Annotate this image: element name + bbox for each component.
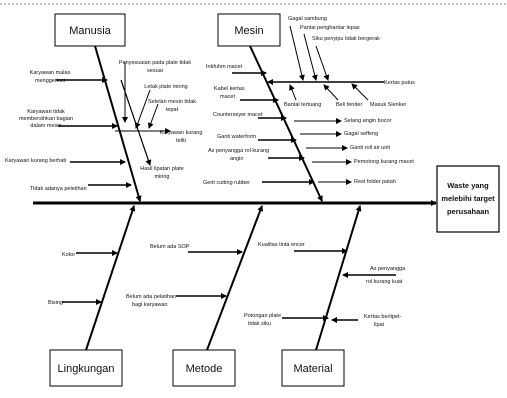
cause-label: Gerit cutting rubber xyxy=(203,180,251,186)
cause-label: lipat xyxy=(374,322,385,328)
cause-label: rol kurang kuat xyxy=(366,279,403,285)
effect-text-1: Waste yang xyxy=(447,181,489,190)
cause-label: Kertas berlipet- xyxy=(364,314,402,320)
cause-label: Gagal sambung xyxy=(288,16,327,22)
effect-text-2: melebihi target xyxy=(441,194,495,203)
cause-label: angin xyxy=(230,156,244,162)
cause-label: sesuai xyxy=(147,68,163,74)
category-label-material: Material xyxy=(293,363,333,375)
cause-label: Pantai penghantar lepas xyxy=(300,25,360,31)
cause-label: Karyawan tidak xyxy=(27,109,65,115)
cause-label: Kualitas tinta encer xyxy=(258,242,305,248)
cause-label: Counterseyer macet xyxy=(213,112,263,118)
category-label-lingkungan: Lingkungan xyxy=(57,363,115,375)
cause-label: Masuk Sienker xyxy=(370,102,407,108)
cause-label: As penyangga rol kurang xyxy=(208,148,270,154)
cause-label: tidak siku xyxy=(248,321,271,327)
cause-arrow xyxy=(290,85,296,100)
cause-label: membersihkan bagian xyxy=(18,116,74,122)
cause-label: Karyawan kurang xyxy=(159,130,203,136)
cause-label: Kertas putus xyxy=(384,80,415,86)
cause-label: Bantal tertuang xyxy=(284,102,322,108)
cause-label: Karyawan malas xyxy=(29,70,71,76)
cause-label: Kabel kertas xyxy=(214,86,245,92)
cause-label: Selang angin bocor xyxy=(344,118,392,124)
cause-label: Inkfuhm macet xyxy=(206,64,243,70)
cause-label: Siku penyipu tidak bergerak xyxy=(312,36,380,42)
cause-label: Ganti roll air unit xyxy=(350,145,391,151)
cause-label: macet xyxy=(220,94,235,100)
cause-arrow xyxy=(316,46,328,80)
cause-label: Potongan plate xyxy=(244,313,282,319)
cause-label: Rest folder patah xyxy=(354,179,396,185)
cause-arrow xyxy=(136,90,150,128)
cause-label: tepat xyxy=(165,107,179,113)
cause-label: bagi karyawan xyxy=(132,302,168,308)
cause-label: Setelan mesin tidak xyxy=(148,99,196,105)
cause-label: Pemotong kurang macet xyxy=(354,159,414,165)
cause-label: dalam mesin xyxy=(30,123,62,129)
category-label-mesin: Mesin xyxy=(234,25,264,37)
cause-label: menggerinci xyxy=(35,78,65,84)
cause-label: miring xyxy=(154,174,170,180)
bone-lingkungan xyxy=(86,206,134,350)
cause-label: Hasil lipatan plate xyxy=(140,166,184,172)
cause-label: teliti xyxy=(176,138,186,144)
cause-label: Ganti waterform xyxy=(217,134,257,140)
cause-label: Tidak adanya peletihan xyxy=(30,186,87,192)
category-label-metode: Metode xyxy=(185,363,223,375)
cause-label: Belum ada pelatihan xyxy=(126,294,177,300)
effect-text-3: perusahaan xyxy=(446,207,490,216)
cause-arrow xyxy=(352,84,368,100)
cause-label: Kotor xyxy=(62,252,76,258)
cause-label: Letak plate miring xyxy=(144,84,188,90)
bone-material xyxy=(316,206,360,350)
cause-arrow xyxy=(324,85,338,100)
cause-label: Beli fender xyxy=(336,102,363,108)
bone-metode xyxy=(207,206,262,350)
cause-label: Karyawan kurang berhati xyxy=(5,158,67,164)
bone-mesin xyxy=(250,46,322,201)
cause-label: Bising xyxy=(48,300,63,306)
category-label-manusia: Manusia xyxy=(69,25,111,37)
cause-label: Belum ada SOP xyxy=(150,244,190,250)
cause-arrow xyxy=(149,104,158,128)
cause-label: Penyesuaian pada plate tidak xyxy=(118,60,192,66)
bone-manusia xyxy=(95,46,140,201)
cause-label: As penyangga xyxy=(370,266,406,272)
cause-arrow xyxy=(290,26,303,80)
cause-label: Gagal seffeng xyxy=(344,131,379,137)
